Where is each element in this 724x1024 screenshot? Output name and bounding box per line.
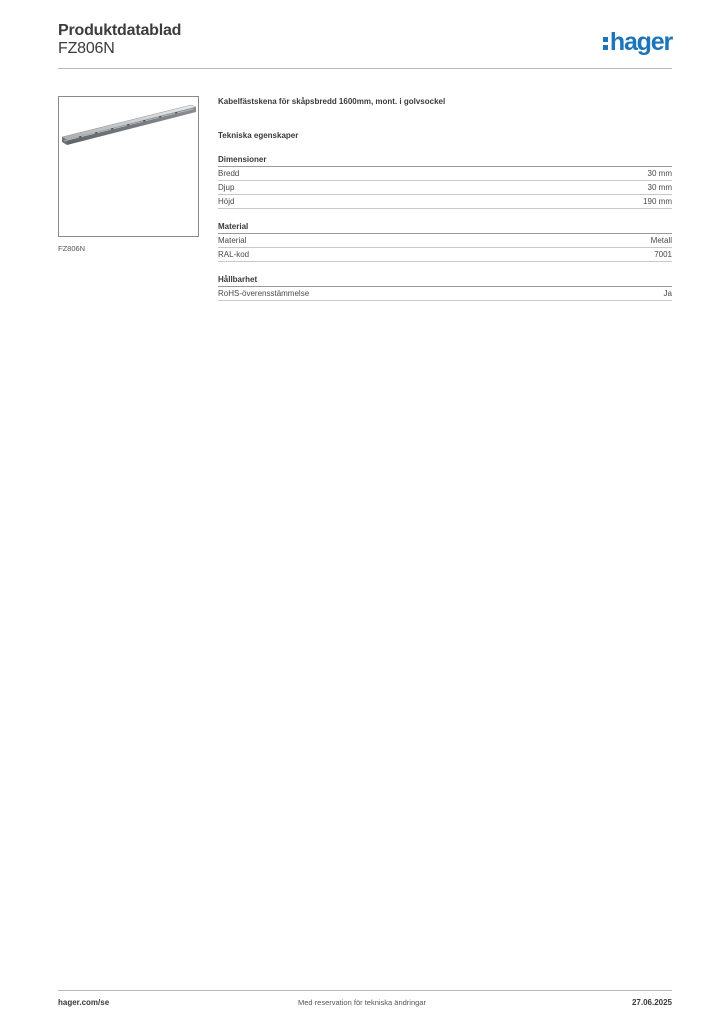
property-value: 7001 <box>654 250 672 259</box>
property-row <box>218 167 672 181</box>
property-row <box>218 195 672 209</box>
property-label: Material <box>218 236 247 245</box>
document-title: Produktdatablad <box>58 22 182 39</box>
product-image <box>58 96 199 237</box>
logo-text: hager <box>609 27 672 56</box>
property-label: Höjd <box>218 197 235 206</box>
property-value: Metall <box>650 236 672 245</box>
footer-date: 27.06.2025 <box>631 998 672 1007</box>
properties-heading: Tekniska egenskaper <box>218 131 299 140</box>
property-row <box>218 287 672 301</box>
property-label: RAL-kod <box>218 250 250 259</box>
property-value: 190 mm <box>643 197 672 206</box>
product-description: Kabelfästskena för skåpsbredd 1600mm, mont. i golvsockel <box>218 97 446 106</box>
property-label: Djup <box>218 183 235 192</box>
footer-divider <box>58 990 672 991</box>
property-row <box>218 181 672 195</box>
property-value: 30 mm <box>647 183 672 192</box>
product-code: FZ806N <box>58 40 115 57</box>
product-details <box>218 96 672 301</box>
property-value: 30 mm <box>647 169 672 178</box>
hager-logo[interactable] <box>603 28 672 56</box>
metal-rail-image <box>59 97 198 236</box>
logo-colon-icon <box>603 37 608 50</box>
property-row <box>218 234 672 248</box>
group-title: Hållbarhet <box>218 273 672 287</box>
group-material <box>218 220 672 262</box>
header-divider <box>58 68 672 69</box>
group-title: Dimensioner <box>218 153 672 167</box>
property-label: Bredd <box>218 169 240 178</box>
property-row <box>218 248 672 262</box>
group-title: Material <box>218 220 672 234</box>
footer-notice: Med reservation för tekniska ändringar <box>298 998 426 1007</box>
property-label: RoHS-överensstämmelse <box>218 289 310 298</box>
group-dimensioner <box>218 153 672 209</box>
footer-website-link[interactable]: hager.com/se <box>58 998 110 1007</box>
image-caption: FZ806N <box>58 244 86 253</box>
group-hallbarhet <box>218 273 672 301</box>
property-value: Ja <box>663 289 672 298</box>
